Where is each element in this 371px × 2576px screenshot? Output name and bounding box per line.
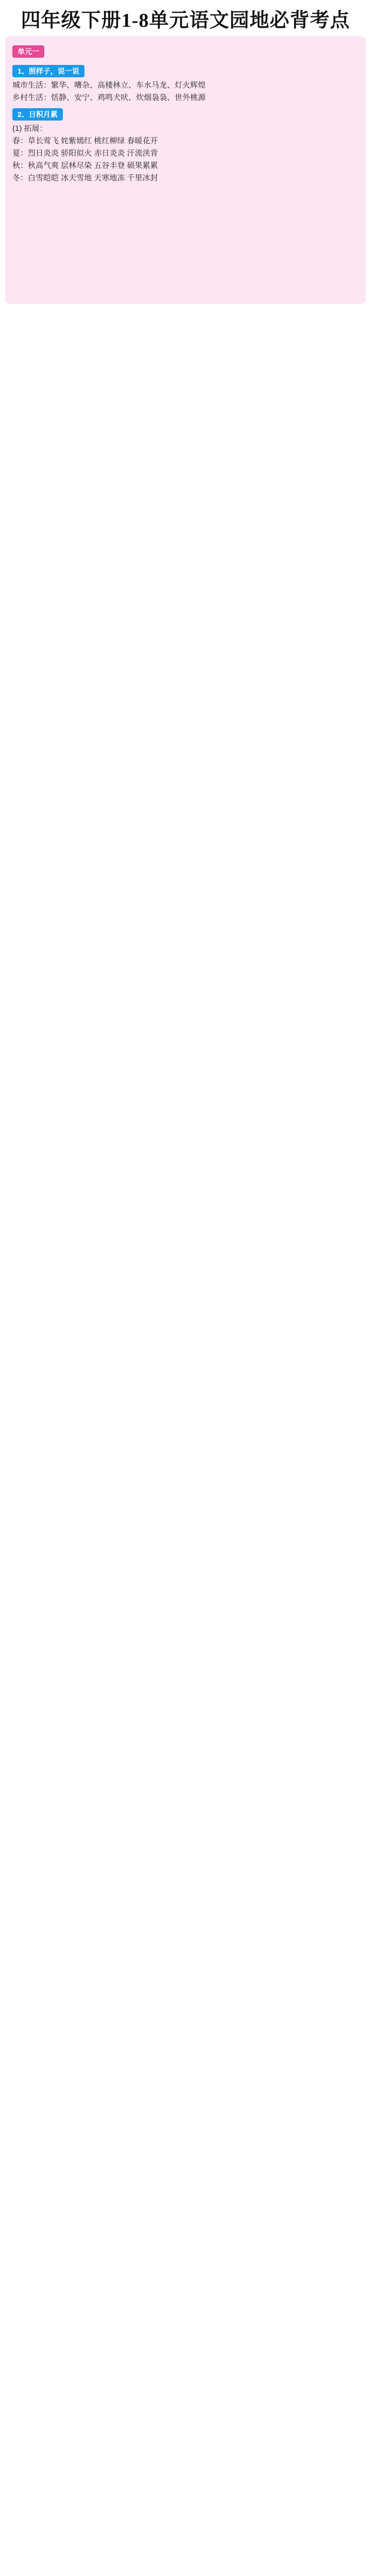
unit-1-card bbox=[5, 36, 366, 304]
content-line: 乡村生活：恬静、安宁、鸡鸣犬吠、炊烟袅袅、世外桃源 bbox=[12, 93, 206, 102]
content-line: 夏：烈日炎炎 骄阳似火 赤日炎炎 汗流浃背 bbox=[12, 149, 158, 158]
content-line: 城市生活：繁华、嘈杂、高楼林立、车水马龙、灯火辉煌 bbox=[12, 81, 206, 90]
unit-heading: 单元一 bbox=[12, 45, 44, 58]
content-line: 冬：白雪皑皑 冰天雪地 天寒地冻 千里冰封 bbox=[12, 174, 158, 182]
page-title: 四年级下册1-8单元语文园地必背考点 bbox=[0, 0, 371, 36]
content-line: (1) 拓展： bbox=[12, 124, 47, 133]
section-heading: 1、照样子，说一说 bbox=[12, 65, 85, 77]
section-heading: 2、日积月累 bbox=[12, 108, 63, 121]
content-line: 秋：秋高气爽 层林尽染 五谷丰登 硕果累累 bbox=[12, 161, 158, 170]
content-line: 春：草长莺飞 姹紫嫣红 桃红柳绿 春暖花开 bbox=[12, 137, 158, 145]
